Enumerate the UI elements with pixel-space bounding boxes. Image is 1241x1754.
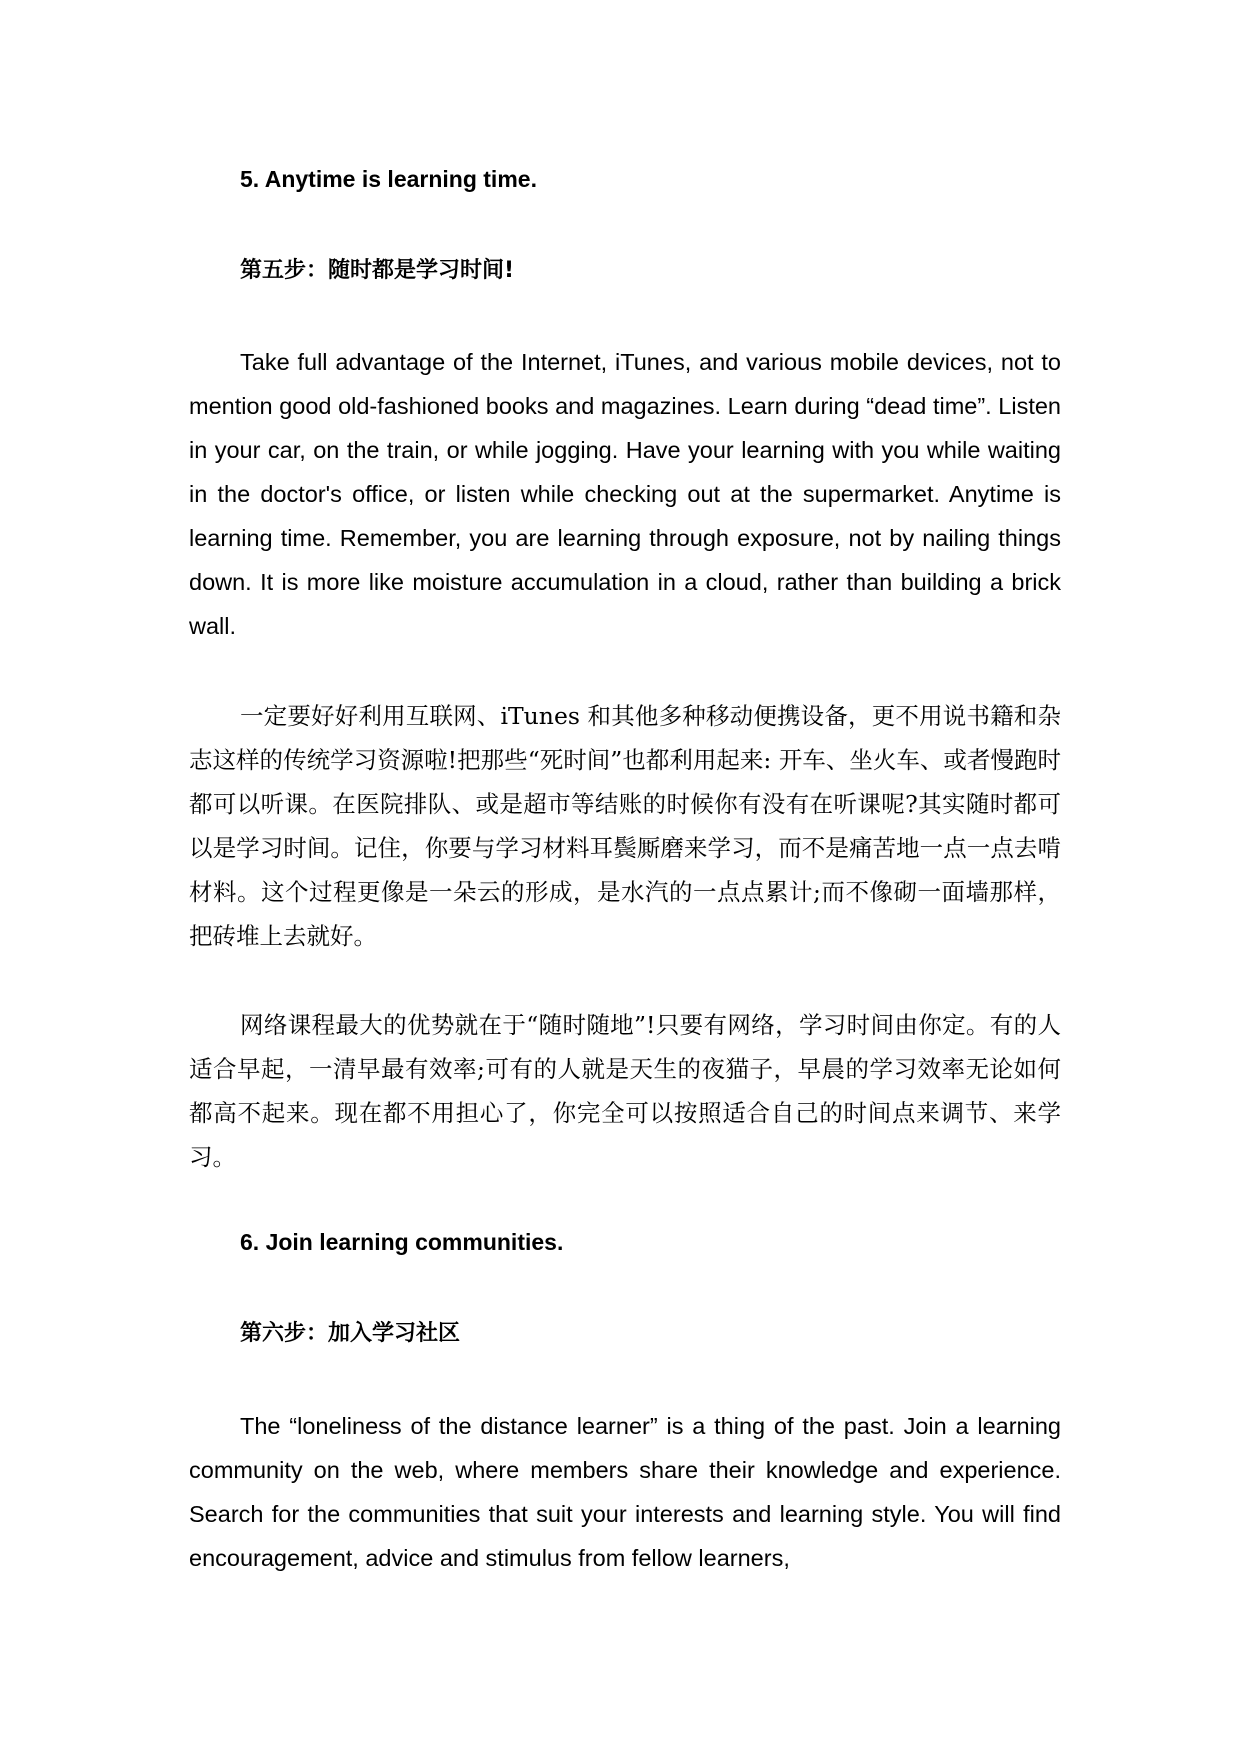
section-6-heading: 6. Join learning communities.	[240, 1229, 564, 1255]
section-5-paragraph-english: Take full advantage of the Internet, iTunes, and various mobile devices, not to mention good old-fashioned books and magazines. Learn during “dead time”. Listen in your car, on the train, or while jogging. Have your learning with you while waiting in the doctor's office, or listen while checking out at the supermarket. Anytime is learning time. Remember, you are learning through exposure, not by nailing things down. It is more like moisture accumulation in a cloud, rather than building a brick wall.	[189, 349, 1061, 639]
section-6-heading-chinese: 第六步：加入学习社区	[240, 1321, 461, 1346]
section-6-paragraph-english: The “loneliness of the distance learner” is a thing of the past. Join a learning community on the web, where members share their knowledge and experience. Search for the communities that suit your interests and learning style. You will find encouragement, advice and stimulus from fellow learners,	[189, 1413, 1061, 1571]
section-5-heading: 5. Anytime is learning time.	[240, 166, 537, 192]
section-5-paragraph-chinese-2: 网络课程最大的优势就在于“随时随地”!只要有网络，学习时间由你定。有的人适合早起，一清早最有效率;可有的人就是天生的夜猫子，早晨的学习效率无论如何都高不起来。现在都不用担心了，你完全可以按照适合自己的时间点来调节、来学习。	[189, 1011, 1061, 1171]
section-5-paragraph-chinese-1: 一定要好好利用互联网、iTunes 和其他多种移动便携设备，更不用说书籍和杂志这样的传统学习资源啦!把那些“死时间”也都利用起来: 开车、坐火车、或者慢跑时都可以听课。在医院排队、或是超市等结账的时候你有没有在听课呢?其实随时都可以是学习时间。记住，你要与学习材料耳鬓厮磨来学习，而不是痛苦地一点一点去啃材料。这个过程更像是一朵云的形成，是水汽的一点点累计;而不像砌一面墙那样，把砖堆上去就好。	[189, 702, 1061, 950]
section-5-heading-chinese: 第五步：随时都是学习时间!	[240, 258, 515, 283]
